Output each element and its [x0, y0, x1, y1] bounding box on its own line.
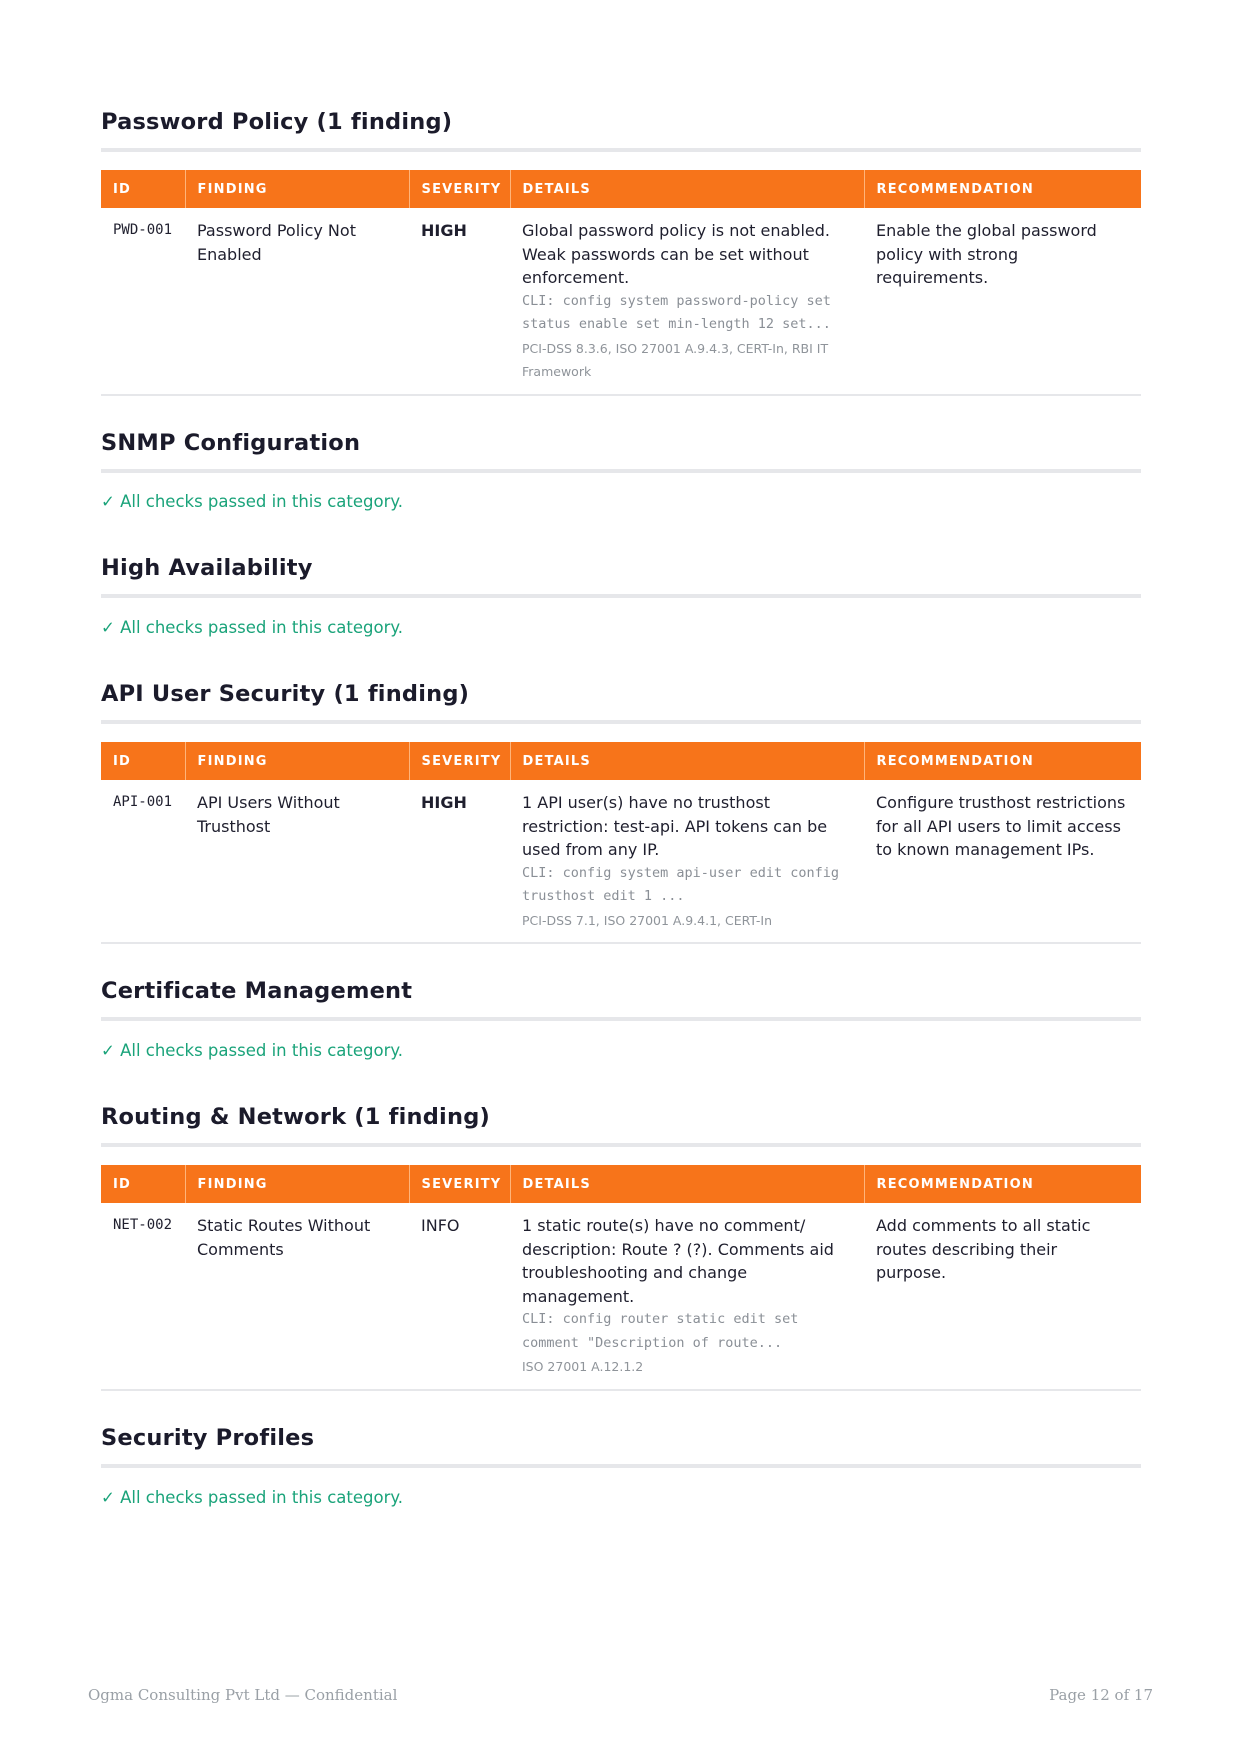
- finding-name: Static Routes Without Comments: [185, 1203, 409, 1390]
- section-snmp: [101, 429, 1141, 457]
- table-header-row: [101, 170, 1141, 208]
- section-divider: [101, 469, 1141, 473]
- header-details: DETAILS: [510, 170, 864, 208]
- header-recommendation: RECOMMENDATION: [864, 170, 1141, 208]
- compliance-refs: PCI-DSS 7.1, ISO 27001 A.9.4.1, CERT-In: [522, 912, 772, 928]
- table-row: [101, 780, 1141, 943]
- section-divider: [101, 148, 1141, 152]
- cli-command: CLI: config system password-policy set status enable set min-length 12 set...: [522, 292, 831, 332]
- header-finding: FINDING: [185, 742, 409, 780]
- page-number: Page 12 of 17: [1049, 1686, 1153, 1704]
- findings-table: [101, 170, 1141, 396]
- section-api-user-security: [101, 680, 1141, 708]
- header-recommendation: RECOMMENDATION: [864, 742, 1141, 780]
- details-text: Global password policy is not enabled. Weak passwords can be set without enforcement.: [522, 221, 830, 287]
- recommendation-text: Configure trusthost restrictions for all API users to limit access to known management IPs.: [864, 780, 1141, 943]
- header-severity: SEVERITY: [409, 742, 510, 780]
- finding-id: PWD-001: [101, 208, 185, 395]
- cli-command: CLI: config system api-user edit config trusthost edit 1 ...: [522, 864, 839, 904]
- section-title: API User Security (1 finding): [101, 681, 470, 707]
- finding-name: Password Policy Not Enabled: [185, 208, 409, 395]
- recommendation-text: Add comments to all static routes describing their purpose.: [864, 1203, 1141, 1390]
- header-severity: SEVERITY: [409, 1165, 510, 1203]
- section-title: Routing & Network (1 finding): [101, 1104, 490, 1130]
- table-row: [101, 1203, 1141, 1390]
- compliance-refs: ISO 27001 A.12.1.2: [522, 1359, 644, 1374]
- compliance-refs: PCI-DSS 8.3.6, ISO 27001 A.9.4.3, CERT-In, RBI IT Framework: [522, 340, 829, 379]
- header-id: ID: [101, 742, 185, 780]
- finding-details: [510, 780, 864, 943]
- section-title: Certificate Management: [101, 978, 413, 1004]
- severity-badge: INFO: [409, 1203, 510, 1390]
- section-certificate-management: [101, 977, 1141, 1005]
- header-finding: FINDING: [185, 1165, 409, 1203]
- header-finding: FINDING: [185, 170, 409, 208]
- finding-details: [510, 208, 864, 395]
- table-row: [101, 208, 1141, 395]
- table-header-row: [101, 1165, 1141, 1203]
- findings-table: [101, 1165, 1141, 1391]
- all-checks-passed: ✓ All checks passed in this category.: [101, 1041, 404, 1060]
- all-checks-passed: ✓ All checks passed in this category.: [101, 1488, 404, 1507]
- header-severity: SEVERITY: [409, 170, 510, 208]
- header-details: DETAILS: [510, 1165, 864, 1203]
- section-password-policy: [101, 108, 1141, 136]
- finding-id: NET-002: [101, 1203, 185, 1390]
- section-routing-network: [101, 1103, 1141, 1131]
- finding-id: API-001: [101, 780, 185, 943]
- section-divider: [101, 1143, 1141, 1147]
- footer-company: Ogma Consulting Pvt Ltd — Confidential: [88, 1686, 398, 1704]
- section-divider: [101, 720, 1141, 724]
- details-text: 1 static route(s) have no comment/ description: Route ? (?). Comments aid troubleshooting and change management.: [522, 1216, 834, 1306]
- finding-details: [510, 1203, 864, 1390]
- section-title: SNMP Configuration: [101, 430, 361, 456]
- header-id: ID: [101, 170, 185, 208]
- section-high-availability: [101, 554, 1141, 582]
- header-id: ID: [101, 1165, 185, 1203]
- findings-table: [101, 742, 1141, 944]
- header-details: DETAILS: [510, 742, 864, 780]
- section-title: High Availability: [101, 555, 313, 581]
- section-divider: [101, 594, 1141, 598]
- section-security-profiles: [101, 1424, 1141, 1452]
- section-title: Security Profiles: [101, 1425, 315, 1451]
- section-title: Password Policy (1 finding): [101, 109, 453, 135]
- severity-badge: HIGH: [409, 208, 510, 395]
- section-divider: [101, 1017, 1141, 1021]
- severity-badge: HIGH: [409, 780, 510, 943]
- table-header-row: [101, 742, 1141, 780]
- all-checks-passed: ✓ All checks passed in this category.: [101, 492, 404, 511]
- details-text: 1 API user(s) have no trusthost restriction: test-api. API tokens can be used from any IP.: [522, 793, 828, 859]
- header-recommendation: RECOMMENDATION: [864, 1165, 1141, 1203]
- recommendation-text: Enable the global password policy with strong requirements.: [864, 208, 1141, 395]
- section-divider: [101, 1464, 1141, 1468]
- finding-name: API Users Without Trusthost: [185, 780, 409, 943]
- all-checks-passed: ✓ All checks passed in this category.: [101, 618, 404, 637]
- cli-command: CLI: config router static edit set comment "Description of route...: [522, 1311, 799, 1351]
